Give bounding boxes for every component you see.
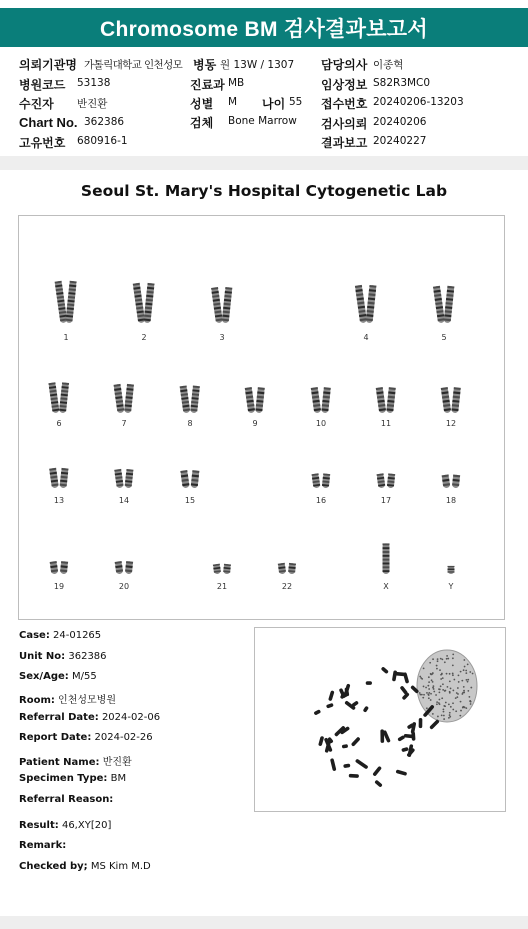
chromosome-label: 16: [315, 496, 327, 505]
chromosome-label: 8: [187, 419, 193, 428]
chromosome-label: 3: [219, 333, 225, 342]
hospital-code-label: 병원코드: [19, 78, 66, 92]
chromosome-label: 14: [118, 496, 130, 505]
chromosome-label: 15: [184, 496, 196, 505]
age-label: 나이: [262, 97, 286, 111]
chromosome-label: 18: [445, 496, 457, 505]
section-divider: [0, 156, 528, 170]
sex-label: 성별: [190, 97, 214, 111]
chromosome-pair: [114, 469, 133, 488]
chromosome-label: 1: [63, 333, 69, 342]
chromosome-pair: [383, 543, 390, 574]
chromosome-label: 22: [281, 582, 293, 591]
lab-title: Seoul St. Mary's Hospital Cytogenetic Lab: [80, 182, 448, 200]
chromosome-pair: [311, 387, 331, 413]
chromosome-label: X: [383, 582, 389, 591]
chromosome-label: 2: [141, 333, 147, 342]
chromosome-pair: [213, 564, 231, 575]
sex-value: M: [228, 96, 238, 108]
institution-label: 의뢰기관명: [19, 58, 77, 72]
hospital-code-value: 53138: [77, 77, 111, 89]
karyotype-panel: [18, 215, 505, 620]
receipt-label: 접수번호: [321, 97, 368, 111]
id-value: 680916-1: [77, 135, 128, 147]
chromosome-pair: [180, 470, 199, 488]
footer-band: [0, 916, 528, 929]
patient-label: 수진자: [19, 97, 54, 111]
field-checked-by: Checked by; MS Kim M.D: [19, 861, 151, 872]
clinical-value: S82R3MC0: [373, 77, 431, 89]
dept-value: MB: [228, 77, 245, 89]
chromosome-pair: [48, 382, 69, 413]
chromosome-label: 6: [56, 419, 62, 428]
chart-label: Chart No.: [19, 115, 78, 130]
chromosome-label: 5: [441, 333, 447, 342]
field-report-date: Report Date: 2024-02-26: [19, 732, 153, 743]
chromosome-pair: [55, 281, 77, 324]
field-unit-no: Unit No: 362386: [19, 651, 107, 662]
patient-value: 반진환: [77, 98, 108, 110]
report-title: Chromosome BM 검사결과보고서: [0, 8, 528, 47]
chromosome-pair: [115, 561, 133, 574]
chromosome-pair: [211, 287, 232, 323]
chromosome-pair: [355, 285, 377, 323]
field-room: Room: 인천성모병원: [19, 695, 117, 706]
ward-label: 병동: [193, 58, 217, 72]
id-label: 고유번호: [19, 136, 66, 150]
chromosome-pair: [180, 385, 200, 413]
chromosome-pair: [133, 283, 155, 323]
field-case: Case: 24-01265: [19, 630, 102, 641]
field-specimen-type: Specimen Type: BM: [19, 773, 127, 784]
chromosome-pair: [433, 286, 454, 324]
specimen-label: 검체: [190, 116, 214, 130]
chromosome-pair: [49, 468, 68, 489]
chromosome-pair: [377, 473, 396, 488]
chromosome-pair: [448, 566, 455, 574]
doctor-label: 담당의사: [321, 58, 368, 72]
chromosome-pair: [376, 387, 396, 413]
metaphase-panel: [254, 627, 506, 812]
field-referral-reason: Referral Reason:: [19, 794, 114, 805]
field-referral-date: Referral Date: 2024-02-06: [19, 712, 161, 723]
chromosome-label: Y: [448, 582, 454, 591]
chromosome-pair: [114, 384, 134, 413]
chromosome-label: 17: [380, 496, 392, 505]
dept-label: 진료과: [190, 78, 225, 92]
request-value: 20240206: [373, 116, 427, 128]
report-value: 20240227: [373, 135, 427, 147]
chromosome-label: 21: [216, 582, 228, 591]
institution-value: 가톨릭대학교 인천성모: [84, 59, 183, 71]
chromosome-label: 9: [252, 419, 258, 428]
doctor-value: 이종혁: [373, 59, 404, 71]
age-value: 55: [289, 96, 303, 108]
request-label: 검사의뢰: [321, 117, 368, 131]
chromosome-label: 20: [118, 582, 130, 591]
chromosome-label: 10: [315, 419, 327, 428]
chromosome-label: 7: [121, 419, 127, 428]
field-patient-name: Patient Name: 반진환: [19, 757, 132, 768]
chromosome-pair: [312, 473, 331, 488]
field-result: Result: 46,XY[20]: [19, 820, 112, 831]
chart-value: 362386: [84, 116, 125, 128]
chromosome-pair: [245, 387, 265, 413]
chromosome-label: 4: [363, 333, 369, 342]
chromosome-label: 11: [380, 419, 392, 428]
karyogram-image: [19, 216, 504, 619]
clinical-label: 임상정보: [321, 78, 368, 92]
specimen-value: Bone Marrow: [228, 115, 297, 127]
chromosome-pair: [441, 387, 461, 413]
ward-value: 원 13W / 1307: [220, 59, 295, 71]
chromosome-pair: [278, 563, 296, 575]
field-sex-age: Sex/Age: M/55: [19, 671, 97, 682]
metaphase-image: [255, 628, 505, 811]
receipt-value: 20240206-13203: [373, 96, 464, 108]
field-remark: Remark:: [19, 840, 67, 851]
chromosome-pair: [50, 561, 68, 574]
patient-info-grid: [0, 52, 528, 152]
chromosome-label: 13: [53, 496, 65, 505]
chromosome-label: 12: [445, 419, 457, 428]
chromosome-label: 19: [53, 582, 65, 591]
chromosome-pair: [442, 474, 461, 488]
report-label: 결과보고: [321, 136, 368, 150]
